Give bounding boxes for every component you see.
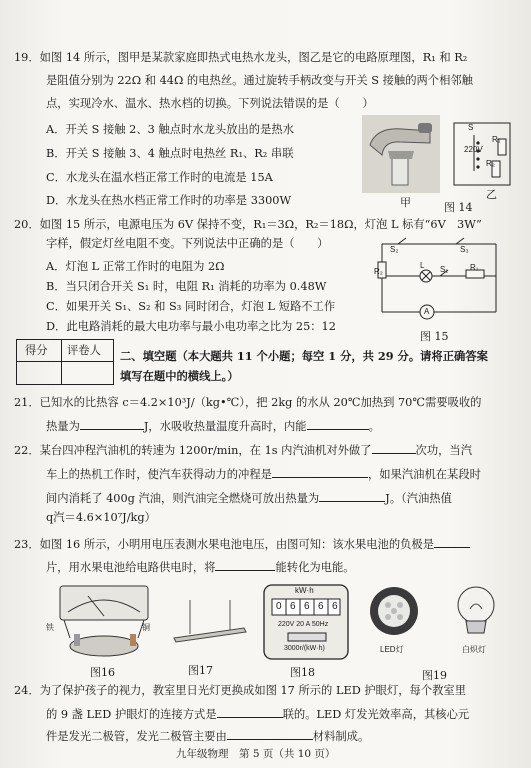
q23-line2: [46, 560, 355, 573]
fig17-caption: 图17: [188, 664, 213, 677]
fig16-iron-label: 铁: [46, 623, 54, 632]
q19-line1: 19．如图 14 所示，图甲是某款家庭即热式电热水龙头，图乙是它的电路原理图，R₁ 和 R₂: [14, 51, 468, 64]
led-lamp-drawing: [168, 600, 250, 650]
q24-line3-text-a: 件是发光二极管，发光二极管主要由: [46, 730, 227, 743]
q20-option-a: A．灯泡 L 正常工作时的电阻为 2Ω: [46, 260, 225, 273]
q23-line1: [14, 537, 470, 550]
fig18-digit-5: 6: [332, 601, 338, 612]
q22-line3: [46, 491, 452, 504]
q24-line2: [46, 707, 469, 720]
fig14-caption: 图 14: [444, 201, 473, 214]
fig18-digit-3: 6: [304, 601, 310, 612]
q24-line3: [46, 729, 369, 742]
q23-line1-text-a: 23．如图 16 所示，小明用电压表测水果电池电压，由图可知：该水果电池的负极是: [14, 538, 435, 551]
q21-heat-blank[interactable]: [80, 419, 144, 430]
q24-line2-text-a: 的 9 盏 LED 护眼灯的连接方式是: [46, 708, 217, 721]
fig16-caption: 图16: [90, 666, 115, 679]
q22-line2-text-b: ，如果汽油机在某段时: [367, 468, 481, 481]
q22-line1-text-b: 次功，当汽: [415, 444, 473, 457]
q20-line1: 20．如图 15 所示，电源电压为 6V 保持不变，R₁＝3Ω，R₂＝18Ω，灯泡 L 标有“6V 3W”: [14, 218, 482, 231]
q20-option-d: D．此电路消耗的最大电功率与最小电功率之比为 25：12: [46, 320, 336, 333]
section2-heading-line2: 填写在题中的横线上。）: [120, 369, 239, 383]
q24-line1: 24．为了保护孩子的视力，教室里日光灯更换成如图 17 所示的 LED 护眼灯，每个教室里: [14, 684, 467, 697]
fig16-copper-label: 铜: [142, 623, 150, 632]
q20-line2: 字样，假定灯丝电阻不变。下列说法中正确的是（ ）: [46, 237, 329, 250]
fig15-caption: 图 15: [420, 330, 449, 343]
fig15-label-s1: S₁: [440, 265, 449, 274]
q21-line1: 21．已知水的比热容 c＝4.2×10³J/（kg•℃），把 2kg 的水从 20℃加热到 70℃需要吸收的: [14, 396, 482, 409]
q21-line2-text-a: 热量为: [46, 420, 80, 433]
q22-line2-text-a: 车上的热机工作时，使汽车获得动力的冲程是: [46, 468, 272, 481]
figure-16: [50, 582, 160, 658]
fig15-label-l: L: [420, 261, 425, 270]
fig15-label-ammeter: A: [424, 307, 430, 316]
q20-option-b: B．当只闭合开关 S₁ 时，电阻 R₁ 消耗的功率为 0.48W: [46, 280, 327, 293]
section2-heading-line1: 二、填空题（本大题共 11 个小题；每空 1 分，共 29 分。请将正确答案: [120, 349, 488, 363]
circuit-label-s: S: [468, 123, 474, 132]
score-table: [16, 339, 114, 385]
fig19-caption: 图19: [422, 669, 447, 682]
q22-work-count-blank[interactable]: [372, 443, 416, 454]
figure-14: [362, 115, 514, 195]
fig15-label-r2: R₂: [374, 267, 383, 276]
q23-energy-blank[interactable]: [215, 560, 275, 571]
q22-line3-text-b: J。（汽油热值: [385, 492, 452, 505]
q21-line2: [46, 419, 380, 432]
q23-line2-text-a: 片，用水果电池给电路供电时，将: [46, 561, 216, 574]
grader-label: 评卷人: [67, 344, 101, 357]
fig18-digit-1: 0: [276, 601, 282, 612]
q21-internal-energy-blank[interactable]: [307, 419, 369, 430]
circuit-label-r1: R₁: [492, 135, 501, 144]
q24-line2-text-b: 联的。LED 灯发光效率高，其核心元: [282, 708, 470, 721]
fig19-led-label: LED灯: [380, 645, 404, 654]
fig18-spec: 220V 20 A 50Hz: [278, 621, 329, 628]
q24-line3-text-b: 材料制成。: [312, 730, 370, 743]
circuit-label-r2: R₂: [486, 159, 495, 168]
fig15-label-s3: S₃: [460, 245, 469, 254]
q21-line2-text-b: J，水吸收热量温度升高时，内能: [143, 420, 307, 433]
fig14-label-jia: 甲: [400, 196, 411, 209]
fig18-unit: kW·h: [295, 586, 314, 595]
fig14-label-yi: 乙: [486, 188, 497, 201]
q22-line1-text-a: 22．某台四冲程汽油机的转速为 1200r/min，在 1s 内汽油机对外做了: [14, 444, 372, 457]
q19-option-d: D．水龙头在热水档正常工作时的功率是 3300W: [46, 194, 292, 207]
q22-stroke-blank[interactable]: [272, 467, 368, 478]
score-label: 得分: [25, 344, 48, 357]
q19-option-a: A．开关 S 接触 2、3 触点时水龙头放出的是热水: [46, 123, 294, 136]
q19-option-c: C．水龙头在温水档正常工作时的电流是 15A: [46, 171, 273, 184]
q21-line2-text-c: 。: [368, 420, 380, 433]
q19-line3: 点，实现冷水、温水、热水档的切换。下列说法错误的是（ ）: [46, 97, 374, 110]
q23-line2-text-b: 能转化为电能。: [275, 561, 355, 574]
q23-negative-pole-blank[interactable]: [434, 537, 470, 548]
q22-line3-text-a: 间内消耗了 400g 汽油，则汽油完全燃烧可放出热量为: [46, 492, 320, 505]
q22-line1: [14, 443, 472, 456]
fig15-label-r1: R₁: [470, 263, 479, 272]
fig18-digit-4: 6: [318, 601, 324, 612]
fig18-digit-2: 6: [290, 601, 296, 612]
figure-17: [168, 600, 250, 650]
q19-option-b: B．开关 S 接触 3、4 触点时电热丝 R₁、R₂ 串联: [46, 147, 294, 160]
q24-material-blank[interactable]: [227, 729, 313, 740]
q19-line2: 是阻值分别为 22Ω 和 44Ω 的电热丝。通过旋转手柄改变与开关 S 接触的两个相邻触: [46, 74, 473, 87]
q20-option-c: C．如果开关 S₁、S₂ 和 S₃ 同时闭合，灯泡 L 短路不工作: [46, 300, 336, 313]
q22-line4: q汽＝4.6×10⁷J/kg）: [46, 511, 156, 524]
fig19-bulb-label: 白炽灯: [462, 645, 486, 654]
fig18-caption: 图18: [290, 666, 315, 679]
circuit-voltage-label: 220V: [464, 145, 483, 154]
fig15-label-s2: S₂: [390, 245, 399, 254]
q22-heat-blank[interactable]: [319, 491, 385, 502]
voltmeter-fruit-battery: [50, 582, 160, 658]
q24-connection-blank[interactable]: [217, 707, 283, 718]
q22-line2: [46, 467, 481, 480]
faucet-and-circuit-diagram: [362, 115, 514, 195]
fig18-rate: 3000r/(kW·h): [284, 645, 325, 652]
page-footer: 九年级物理 第 5 页（共 10 页）: [176, 748, 336, 760]
